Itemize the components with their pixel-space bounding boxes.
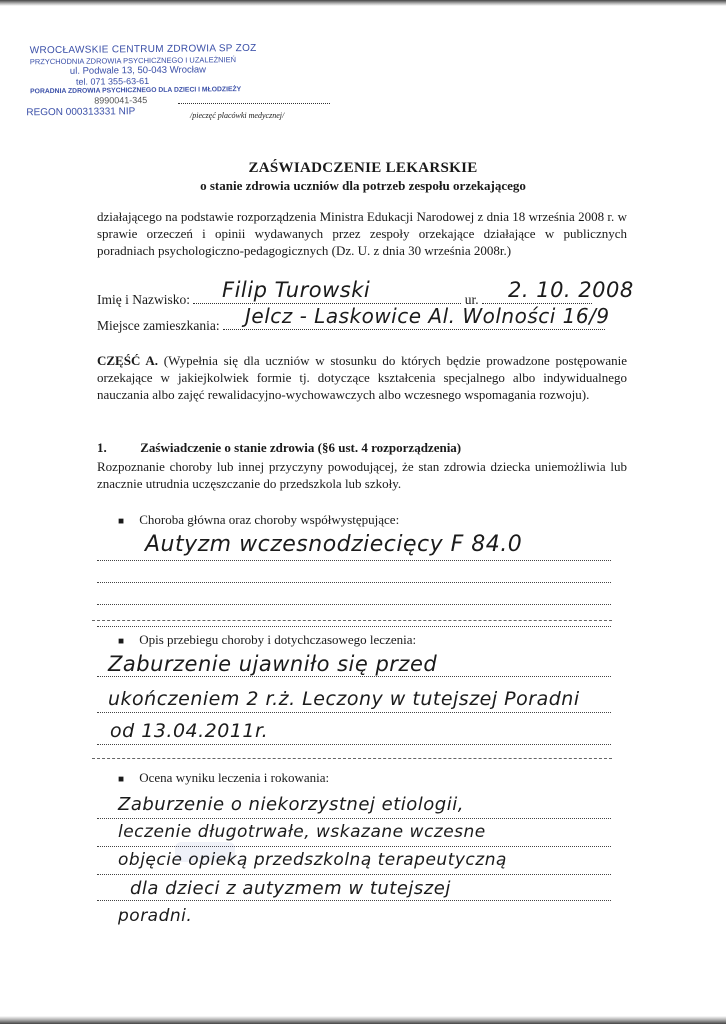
scan-top-edge — [0, 0, 726, 6]
document-subtitle: o stanie zdrowia uczniów dla potrzeb zespołu orzekającego — [200, 178, 526, 193]
bullet-3-line-4 — [97, 900, 611, 901]
separator-1 — [92, 620, 612, 621]
bullet-1 — [118, 512, 399, 528]
bullet-2-line-1 — [97, 676, 611, 677]
stamp-line-2: PRZYCHODNIA ZDROWIA PSYCHICZNEGO I UZALEŻNIEŃ — [29, 55, 237, 67]
bullet-2-handwriting-1: Zaburzenie ujawniło się przed — [108, 652, 438, 676]
born-handwriting: 2. 10. 2008 — [508, 278, 634, 302]
bullet-1-line-2 — [97, 582, 611, 583]
stamp-line-3: ul. Podwale 13, 50-043 Wrocław — [69, 64, 207, 77]
bullet-1-label: Choroba główna oraz choroby współwystępujące: — [139, 512, 400, 527]
bullet-2-label: Opis przebiegu choroby i dotychczasowego leczenia: — [139, 632, 417, 647]
stamp-caption: /pieczęć placówki medycznej/ — [190, 111, 285, 120]
part-a-text: (Wypełnia się dla uczniów w stosunku do których będzie prowadzone postępowanie orzekające w jakiejkolwiek formie tj. dotyczące kształcenia specjalnego albo indywidualnego nauczania albo zajęć rewalidacyjno-wychowawczych albo wczesnego wspomagania rozwoju). — [97, 353, 627, 402]
bullet-3-marker: ■ — [118, 774, 125, 785]
separator-2 — [92, 758, 612, 759]
bullet-2-line-2 — [97, 712, 611, 713]
bullet-2 — [118, 632, 416, 648]
document-title: ZAŚWIADCZENIE LEKARSKIE — [248, 160, 478, 176]
name-label: Imię i Nazwisko: — [97, 292, 190, 307]
section-1-title: Zaświadczenie o stanie zdrowia (§6 ust. 4 rozporządzenia) — [140, 440, 462, 455]
stamp-line-1: WROCŁAWSKIE CENTRUM ZDROWIA SP ZOZ — [29, 42, 257, 57]
name-handwriting: Filip Turowski — [222, 278, 371, 302]
bullet-3-line-3 — [97, 874, 611, 875]
stamp-dotted-line — [178, 103, 330, 104]
stamp-line-7: REGON 000313331 NIP — [26, 106, 136, 119]
bullet-3-label: Ocena wyniku leczenia i rokowania: — [139, 770, 330, 785]
stamp-line-4: tel. 071 355-63-61 — [75, 76, 150, 88]
bullet-3-handwriting-5: poradni. — [118, 906, 193, 926]
bullet-1-marker: ■ — [118, 516, 125, 527]
bullet-3-handwriting-4: dla dzieci z autyzmem w tutejszej — [130, 878, 451, 899]
part-a-paragraph — [97, 352, 627, 403]
bullet-2-marker: ■ — [118, 636, 125, 647]
section-1-paragraph: Rozpoznanie choroby lub innej przyczyny powodującej, że stan zdrowia dziecka uniemożliwia lub znacznie utrudnia uczęszczanie do przedszkola lub szkoły. — [97, 459, 627, 491]
stamp-line-6: 8990041-345 — [94, 95, 148, 106]
bullet-2-handwriting-2: ukończeniem 2 r.ż. Leczony w tutejszej Poradni — [108, 688, 580, 710]
bullet-3-handwriting-3: objęcie opieką przedszkolną terapeutyczną — [118, 850, 507, 870]
born-label: ur. — [464, 292, 479, 307]
address-handwriting: Jelcz - Laskowice Al. Wolności 16/9 — [245, 304, 610, 328]
bullet-3-handwriting-1: Zaburzenie o niekorzystnej etiologii, — [118, 794, 464, 815]
part-a-label: CZĘŚĆ A. — [97, 353, 159, 368]
scan-bottom-edge — [0, 1016, 726, 1024]
bullet-1-line-3 — [97, 604, 611, 605]
bullet-3-handwriting-2: leczenie długotrwałe, wskazane wczesne — [118, 822, 486, 842]
clinic-stamp — [26, 42, 271, 120]
bullet-1-handwriting-1: Autyzm wczesnodziecięcy F 84.0 — [145, 532, 523, 557]
bullet-2-handwriting-3: od 13.04.2011r. — [110, 720, 269, 742]
section-1-number: 1. — [97, 440, 107, 455]
bullet-1-line-1 — [97, 560, 611, 561]
bullet-1-line-4 — [97, 626, 611, 627]
bullet-3-line-1 — [97, 818, 611, 819]
intro-paragraph: działającego na podstawie rozporządzenia Ministra Edukacji Narodowej z dnia 18 września 2008 r. w sprawie orzeczeń i opinii wydawanych przez zespoły orzekające działające w publicznych poradniach psychologiczno-pedagogicznych (Dz. U. z dnia 30 września 2008r.) — [97, 209, 627, 258]
bullet-2-line-3 — [97, 744, 611, 745]
address-label: Miejsce zamieszkania: — [97, 318, 220, 333]
section-1-heading — [97, 440, 461, 456]
bullet-3 — [118, 770, 329, 786]
stamp-line-5: PORADNIA ZDROWIA PSYCHICZNEGO DLA DZIECI I MŁODZIEŻY — [30, 86, 242, 96]
